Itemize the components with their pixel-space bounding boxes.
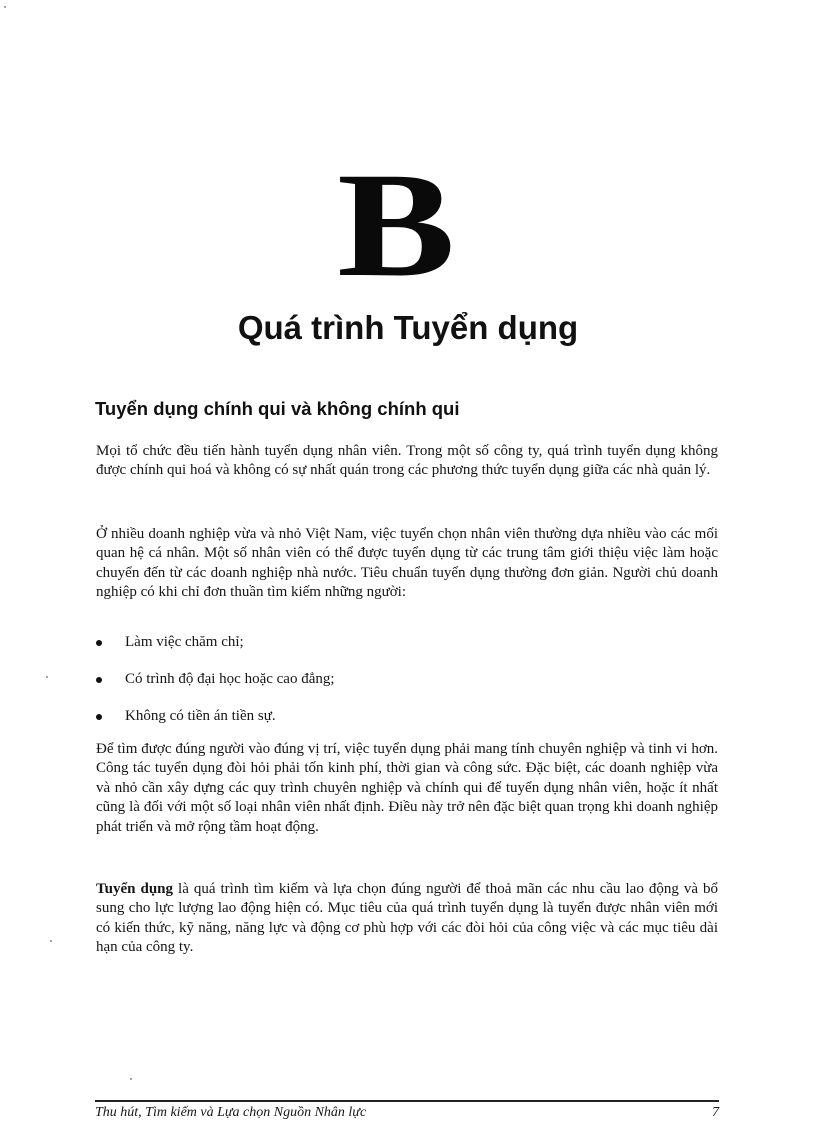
list-item [96, 707, 718, 726]
page-number: 7 [712, 1105, 719, 1120]
paragraph-sme-context: Ở nhiều doanh nghiệp vừa và nhỏ Việt Nam, việc tuyển chọn nhân viên thường dựa nhiều vào các mối quan hệ cá nhân. Một số nhân viên có thể được tuyển dụng từ các trung tâm giới thiệu việc làm hoặc chuyển đến từ các doanh nghiệp nhà nước. Tiêu chuẩn tuyển dụng thường đơn giản. Người chủ doanh nghiệp có khi chỉ đơn thuần tìm kiếm những người: [96, 526, 718, 601]
chapter-letter: B [337, 142, 453, 308]
section-heading: Tuyển dụng chính qui và không chính qui [95, 398, 460, 419]
bullet-icon [96, 677, 102, 683]
paragraph-recruitment-definition [96, 880, 718, 958]
defined-term: Tuyển dụng [96, 881, 174, 897]
bullet-icon [96, 714, 102, 720]
criteria-list [96, 633, 718, 744]
paragraph-professional-recruitment: Để tìm được đúng người vào đúng vị trí, việc tuyển dụng phải mang tính chuyên nghiệp và tinh vi hơn. Công tác tuyển dụng đòi hỏi phải tốn kinh phí, thời gian và công sức. Đặc biệt, các doanh nghiệp vừa và nhỏ cần xây dựng các quy trình chuyên nghiệp và chính qui để tuyển dụng nhân viên, hoặc ít nhất cũng là đối với một số loại nhân viên nhất định. Điều này trở nên đặc biệt quan trọng khi doanh nghiệp phát triển và mở rộng tầm hoạt động. [96, 741, 718, 835]
list-item [96, 633, 718, 652]
scan-speck [46, 676, 48, 678]
scan-speck [50, 940, 52, 942]
scan-speck [130, 1078, 132, 1080]
definition-text: là quá trình tìm kiếm và lựa chọn đúng người để thoả mãn các nhu cầu lao động và bổ sung cho lực lượng lao động hiện có. Mục tiêu của quá trình tuyển dụng là tuyển được nhân viên mới có kiến thức, kỹ năng, năng lực và động cơ phù hợp với các đòi hỏi của công việc và các mục tiêu dài hạn của công ty. [96, 881, 719, 956]
list-item-text: Làm việc chăm chỉ; [125, 634, 244, 650]
list-item-text: Không có tiền án tiền sự. [125, 708, 276, 724]
footer-book-title: Thu hút, Tìm kiếm và Lựa chọn Nguồn Nhân lực [95, 1105, 367, 1120]
chapter-title: Quá trình Tuyển dụng [237, 309, 579, 346]
footer-divider [95, 1100, 719, 1102]
bullet-icon [96, 640, 102, 646]
list-item [96, 670, 718, 689]
list-item-text: Có trình độ đại học hoặc cao đẳng; [125, 671, 335, 687]
scan-speck [4, 6, 6, 8]
paragraph-intro: Mọi tổ chức đều tiến hành tuyển dụng nhân viên. Trong một số công ty, quá trình tuyển dụng không được chính qui hoá và không có sự nhất quán trong các phương thức tuyển dụng giữa các nhà quản lý. [96, 443, 718, 479]
